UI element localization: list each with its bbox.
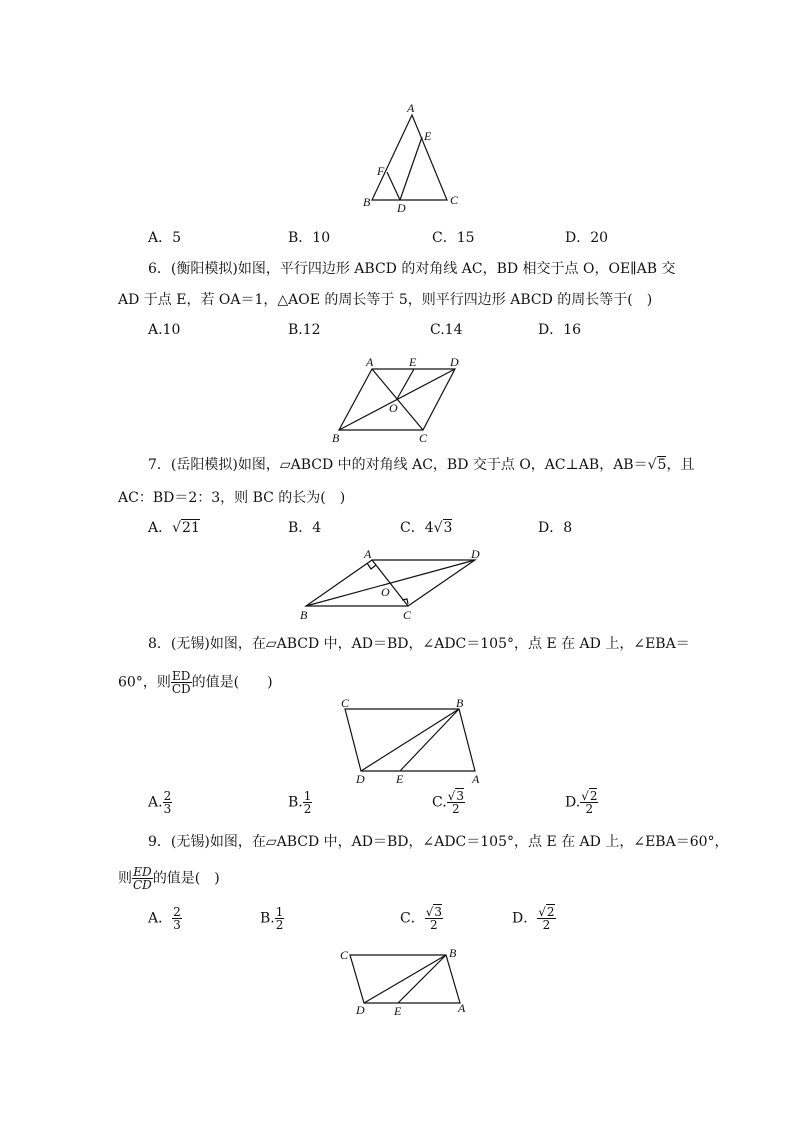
q8-label-d: D bbox=[356, 772, 365, 786]
q7-option-c-sqrt-symbol: √ bbox=[433, 520, 443, 536]
q8-option-d-label: D. bbox=[565, 794, 581, 811]
q6-label-o: O bbox=[389, 401, 398, 415]
q5-option-b[interactable]: B．10 bbox=[288, 230, 331, 246]
q7-text-line1-post: ，且 bbox=[666, 457, 695, 473]
q8-option-b-num: 1 bbox=[303, 789, 312, 803]
q9-option-d-label: D． bbox=[512, 910, 538, 927]
q6-label-b: B bbox=[332, 431, 340, 445]
q8-option-c[interactable] bbox=[432, 790, 465, 815]
q9-option-a-num: 2 bbox=[173, 905, 181, 919]
q8-option-b[interactable] bbox=[288, 790, 312, 815]
q7-label-d: D bbox=[471, 547, 480, 561]
q6-option-c[interactable]: C.14 bbox=[430, 322, 463, 338]
q8-text-line1: 8．(无锡)如图，在▱ABCD 中，AD＝BD，∠ADC＝105°，点 E 在 AD 上，∠EBA＝ bbox=[148, 636, 690, 652]
q5-option-a[interactable]: A．5 bbox=[148, 230, 182, 246]
q9-fraction-ed-cd bbox=[132, 866, 153, 891]
q8-label-b: B bbox=[456, 696, 464, 710]
q7-option-a-sqrt: 21 bbox=[182, 520, 200, 536]
q8-option-c-den: 2 bbox=[452, 802, 460, 816]
q9-option-d-fraction bbox=[537, 906, 555, 931]
q7-text-line1-pre: 7．(岳阳模拟)如图，▱ABCD 中的对角线 AC，BD 交于点 O，AC⊥AB，AB＝ bbox=[148, 457, 648, 473]
q8-label-c: C bbox=[341, 696, 350, 710]
q6-label-e: E bbox=[409, 355, 417, 369]
q5-segment-fd bbox=[387, 172, 400, 200]
q7-sqrt-symbol: √ bbox=[647, 457, 657, 473]
q5-label-d: D bbox=[397, 201, 406, 215]
q5-label-a: A bbox=[407, 101, 415, 115]
q7-option-a-sqrt-symbol: √ bbox=[172, 520, 182, 536]
q6-option-a[interactable]: A.10 bbox=[148, 322, 181, 338]
q9-option-b[interactable] bbox=[260, 906, 284, 931]
q9-text-line1: 9．(无锡)如图，在▱ABCD 中，AD＝BD，∠ADC＝105°，点 E 在 AD 上，∠EBA＝60°， bbox=[148, 834, 729, 850]
q9-option-c-fraction bbox=[425, 906, 443, 931]
q8-option-d-num: √2 bbox=[581, 789, 598, 803]
q9-option-c-den: 2 bbox=[430, 918, 438, 932]
q8-option-d-sqrt: 2 bbox=[589, 789, 598, 803]
q5-figure bbox=[360, 100, 470, 215]
q8-fraction-numerator: ED bbox=[172, 669, 191, 683]
q9-option-d-den: 2 bbox=[542, 918, 551, 932]
q8-option-c-num: √3 bbox=[447, 789, 464, 803]
q6-label-a: A bbox=[366, 355, 374, 369]
q5-option-c[interactable]: C．15 bbox=[432, 230, 475, 246]
q7-sqrt-5: 5 bbox=[657, 457, 667, 473]
q9-label-e: E bbox=[394, 1004, 402, 1018]
q9-option-a[interactable] bbox=[148, 906, 182, 931]
q8-text-line2-post: 的值是( ) bbox=[191, 674, 273, 691]
q9-option-b-label: B. bbox=[260, 910, 275, 927]
q8-option-c-label: C. bbox=[432, 794, 447, 811]
q9-label-d: D bbox=[356, 1003, 365, 1017]
q5-triangle-abc bbox=[372, 115, 447, 200]
q6-figure bbox=[330, 355, 465, 445]
q9-text-line2-pre: 则 bbox=[118, 870, 132, 887]
q8-option-a[interactable] bbox=[148, 790, 172, 815]
q9-option-a-fraction bbox=[172, 906, 182, 931]
q7-option-c-label: C．4 bbox=[400, 520, 434, 536]
q6-diagonal-bd bbox=[339, 369, 455, 430]
q8-option-a-fraction bbox=[163, 790, 173, 815]
q9-option-d-sqrt: 2 bbox=[546, 905, 555, 919]
q9-option-c-label: C． bbox=[400, 910, 425, 927]
q7-label-b: B bbox=[300, 608, 308, 622]
q9-fraction-numerator: ED bbox=[133, 865, 152, 879]
q8-option-c-sqrt: 3 bbox=[456, 789, 464, 803]
q7-option-c-sqrt: 3 bbox=[443, 520, 453, 536]
q9-option-a-den: 3 bbox=[173, 918, 181, 932]
q8-segment-db bbox=[361, 709, 459, 771]
q7-figure bbox=[298, 548, 488, 623]
q6-text-line2: AD 于点 E，若 OA＝1，△AOE 的周长等于 5，则平行四边形 ABCD 的周长等于( ) bbox=[118, 292, 653, 308]
q7-label-a: A bbox=[364, 547, 372, 561]
q6-option-d[interactable]: D．16 bbox=[538, 322, 582, 338]
q5-label-c: C bbox=[450, 193, 459, 207]
q7-diagonal-bd bbox=[306, 560, 475, 606]
q8-text-line2 bbox=[118, 670, 273, 695]
q9-text-line2 bbox=[118, 866, 220, 891]
q9-option-a-label: A． bbox=[148, 910, 173, 927]
q9-option-b-num: 1 bbox=[275, 905, 284, 919]
q9-option-d-num: √2 bbox=[538, 905, 555, 919]
q5-label-b: B bbox=[363, 195, 371, 209]
q6-option-b[interactable]: B.12 bbox=[288, 322, 321, 338]
q8-option-a-num: 2 bbox=[163, 789, 172, 803]
q8-option-d[interactable] bbox=[565, 790, 598, 815]
q8-label-a: A bbox=[472, 772, 480, 786]
q7-text-line2: AC：BD＝2：3，则 BC 的长为( ) bbox=[118, 490, 346, 506]
q8-option-b-den: 2 bbox=[303, 802, 312, 816]
q9-text-line2-post: 的值是( ) bbox=[152, 870, 220, 887]
q9-label-c: C bbox=[340, 948, 349, 962]
q8-option-a-den: 3 bbox=[163, 802, 172, 816]
q8-option-c-fraction bbox=[447, 790, 465, 815]
q8-option-b-fraction bbox=[303, 790, 313, 815]
q7-label-c: C bbox=[403, 608, 412, 622]
q9-option-d[interactable] bbox=[512, 906, 556, 931]
q8-figure bbox=[335, 696, 490, 786]
q6-label-d: D bbox=[450, 355, 459, 369]
q9-option-c-num: √3 bbox=[425, 905, 443, 919]
q9-figure bbox=[336, 945, 476, 1020]
q7-option-b[interactable]: B．4 bbox=[288, 520, 322, 536]
q7-option-a-label: A． bbox=[148, 520, 173, 536]
q9-option-b-den: 2 bbox=[275, 918, 284, 932]
q8-fraction-denominator: CD bbox=[171, 682, 191, 696]
q6-text-line1: 6．(衡阳模拟)如图，平行四边形 ABCD 的对角线 AC，BD 相交于点 O，OE∥AB 交 bbox=[148, 261, 676, 277]
q8-text-line2-pre: 60°，则 bbox=[118, 674, 171, 691]
q7-option-a[interactable] bbox=[148, 518, 200, 538]
q6-label-c: C bbox=[419, 431, 428, 445]
q8-option-d-fraction bbox=[580, 790, 598, 815]
q9-label-b: B bbox=[449, 946, 457, 960]
q9-option-c-sqrt: 3 bbox=[434, 905, 443, 919]
q7-text-line1 bbox=[148, 455, 694, 475]
q8-option-a-label: A. bbox=[148, 794, 163, 811]
q9-option-c[interactable] bbox=[400, 906, 443, 931]
q8-option-b-label: B. bbox=[288, 794, 303, 811]
q9-label-a: A bbox=[458, 1001, 466, 1015]
q5-label-e: E bbox=[424, 129, 432, 143]
q8-option-d-den: 2 bbox=[585, 802, 594, 816]
q7-label-o: O bbox=[381, 585, 390, 599]
q7-option-d[interactable]: D．8 bbox=[538, 520, 573, 536]
q5-segment-de bbox=[400, 137, 422, 200]
q8-label-e: E bbox=[396, 772, 404, 786]
q8-segment-eb bbox=[400, 709, 459, 771]
q5-label-f: F bbox=[377, 164, 385, 178]
q8-fraction-ed-cd bbox=[171, 670, 192, 695]
q5-option-d[interactable]: D．20 bbox=[565, 230, 609, 246]
q7-option-c[interactable] bbox=[400, 518, 452, 538]
q9-fraction-denominator: CD bbox=[133, 878, 152, 892]
q9-option-b-fraction bbox=[275, 906, 285, 931]
